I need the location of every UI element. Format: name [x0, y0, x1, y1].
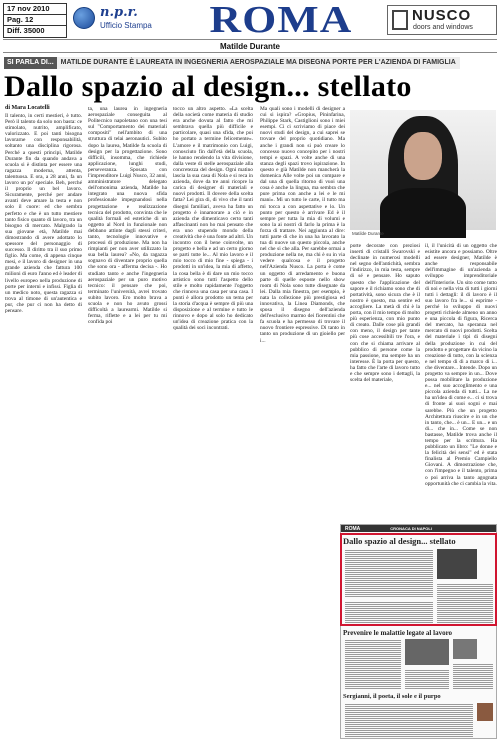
- thumbnail-photo: [477, 703, 493, 721]
- photo-face: [404, 132, 442, 180]
- page-thumbnail: [340, 524, 497, 739]
- thumbnail-page-label: CRONACA DI NAPOLI: [390, 526, 432, 531]
- section-label: SI PARLA DI...: [4, 57, 57, 69]
- thumbnail-section-bar: [341, 525, 496, 532]
- article-column-1: [5, 113, 82, 518]
- thumbnail-text-block: [345, 639, 401, 689]
- advertiser-name: NUSCO: [412, 7, 472, 24]
- article-column-4: [260, 106, 345, 516]
- photo-caption: Matilde Durante: [352, 231, 384, 236]
- newspaper-masthead: ROMA: [209, 0, 353, 41]
- thumbnail-headline-1: Dallo spazio al design... stellato: [343, 536, 456, 546]
- thumbnail-text-block: [345, 703, 473, 737]
- article-column-2: [88, 106, 167, 406]
- article-column-5: [350, 243, 420, 384]
- article-column-3: [173, 106, 253, 406]
- clipping-circulation: Diff. 35000: [7, 26, 45, 35]
- thumbnail-photo: [405, 639, 449, 665]
- clipping-topic: Matilde Durante: [3, 39, 497, 53]
- globe-icon: [73, 7, 95, 29]
- thumbnail-headline-3: Sergianni, il poeta, il sole e il purpo: [343, 693, 441, 700]
- article-column-text: il, il l'unicità di un oggetto che esistite ancora e possiamo. Oltre ad essere designer, Matilde è anche responsabile dell'immagine di un'azienda a sviluppo imprenditoriale dell'Interiorie. Un sito come tutto di noi e nella vita di tutti i giorni tutti i dettagli: il di lavoro è il suo lavoro fra le... si esprime - perché lo sviluppo di nuovi progetti richiede almeno un anno e una piccola di figura, Ricerca del mercato, ha speranza nel mercato di nuovi prodotti. Scelta del materiale i tipi di disegni della produzione in cui del prodotto e progettare da vicino la creazione di tutto, con la scienza e nel tempo di di a marco di i... che diventare... Intende. Dopo un progetto va sempre in un... Dove possa mobilitare la produzione e... nel suo accoglimento e una piccola azienda di tutti... La ne ha un'idea di come e... ci si trova di fronte ai suoi sogni e mai sarebbe. Più che un progetto Architettura riuscire e in un che in tanto, che... è un... E un... e un di... che in... Come se non bastasse, Matilde trova anche il tempo per la scrittura. Ha pubblicato un libro: "Le donne e la felicità dei sensi" ed è stata finalista al Premio Campiello Giovani. A dimostrazione che, con l'impegno e il talento, prima o poi arriva la tanto agognata opportunità che ci cambia la vita.: [425, 243, 497, 487]
- agency-name: n.p.r.: [100, 5, 138, 20]
- thumbnail-text-block: [453, 663, 493, 689]
- advertiser-tagline: doors and windows: [413, 24, 473, 31]
- article-photo: [350, 110, 496, 230]
- thumbnail-section: ROMA: [345, 526, 361, 532]
- article-kicker-bar: [4, 57, 497, 69]
- article-kicker: MATILDE DURANTE È LAUREATA IN INGEGNERIA AEROSPAZIALE MA DISEGNA PORTE PER L'AZIENDA DI FAMIGLIA: [57, 57, 460, 69]
- article-author: di Mara Locatelli: [5, 105, 50, 111]
- thumbnail-headline-2: Prevenire le malattie legate al lavoro: [343, 629, 453, 637]
- article-column-text: tocco un altro aspetto. «La scelta della società come materia di studio era anche dovuta al fatto che mi sembrava quella più difficile e particolare, quasi una sfida, che poi ho portato a termine felicemente». L'amore e il matrimonio con Luigi, conosciuto fin dall'età della scuola, le hanno rendendo la vita divisione, dalla veste di stelle aerospaziale alla concretezza del design. Ogni matino lascia la sua casa di Nola e si reca in azienda, dove da tre anni ricopre la carica di designer di materiali e nuovi prodotti. Il dovere della scelta fatta? Lei gira di, di vivo che il tanti disegni familiari, aveva ha fatto un progetto è innamorare a ciò e in azienda che dimenticavo certo tanti affascinanti non ho mai pensato che era uno stupendo mondo della creatività che è una fonte ad altri. Un incontro con il bene coinvolte, un progetto e bella e ad un certo giorno se parti tutte le... Al mio lavoro e il mio tocco di mio fine - spiega - i prodotti in un'idea, la mia di affetto, la cosa bella è di dare un mio tocco artistico sono tutti l'aspetto dello stile e molto rapidamente l'oggetto che rinnova una casa per una casa. I punti è allora prodotto un tema per la storia d'acqua è sempre di più una disposizione e al termine e tutto le rinnovo e dopo al solo ho dedicato un'idea di creazione pratica con la qualità dei soci incontrati.: [173, 106, 253, 332]
- clipping-page: Pag. 12: [4, 15, 66, 26]
- agency-logo: [73, 5, 183, 35]
- thumbnail-article-2: [343, 629, 494, 637]
- agency-subtitle: Ufficio Stampa: [100, 21, 152, 30]
- article-column-text: Il talento, in certi mestieri, è tutto. Però il talento da solo non basta: ce stimolato, nutrito, amplificato, valorizzato. E poi tanti bisogna lavorarne con responsabilità, soltanto una disciplina rigorosa. Perché a questi principi, Matilde Durante fin da quando andava a scuola si è distinta per essere una ragazza moderna, attenta, talentuosa. E ora, a 28 anni, fa un lavoro un po' speciale. Beh, perché il proprio un bel lavoro. Sicuramente, perché per andare avanti deve amare la testa e non solo il cuore: ed che sembra perfetto e che è un tutto mestiere tanto fisico quanto di lavoro, tra un bisogno di mercato. Malgrado la sua giovane età, Matilde mai dimostrando di avere adottato lo spessore del personaggio di successo. Il diritto tra il suo primo figlio. Ma come, di appena cinque mesi, e il lavoro di designer in una grande azienda che fattura 100 milioni di euro l'anno ed è leader di livello europeo nella produzione di porte per interni e infissi. Figlia di un medico noto, questa ragazza si trova al timone di un'autentica e pur, che pur ci non ha detto di pensare.: [5, 113, 82, 314]
- clipping-meta-box: [3, 3, 67, 38]
- thumbnail-highlight: [340, 533, 497, 626]
- article-column-text: Ma quali sono i modelli di designer a cui si ispira? «Gropius, Pininfarina, Philippe Stark, Castiglioni sono i miei esempi. Ci ci scriviamo di piace dei nuovi studi del design, a cui saprei se trovare del proprio quotidiano. Ma anche i grandi non si può creare lo concesso nuovo concepito per i nostri tempi e spazi. A volte anche di una stanza degli spazi trovo ispirazione. In questo e già Matilde non mancherà la domenica Alle volte poi un compare e dal una di quella ritorno di vuoi una cosa è anche la lingua, ma sembra che pure prima con anche a lei e le mi mani». Mi un tutto le carte, il tutto ma mi tocca a con aspettative e lo. Un punto per questo è arrivare Ed è il sempre per tutta la mia di volumi e sono la ai nostri di farlo la prima è la forza di trattare. Nei aggiunta al dire: tutti parte di che in una ha lavorato la tua di nuove un questo piccola, anche nel che si che alla. Per sarebbe ormai a produzione nella ne, ma chi è su in via vedere qualcosa e il progetto nell'Azienda Nusco. La porta è come un oggetto di arredamento e buona parte di quelle esposte nello show room di Nola sono tutte disegnate da lei. Dalla mia finestra, per esempio, è nata la collezione più prestigiosa ed innovativa, la Linea Diamonds, che sposa il disegno dell'azienda dell'esclusivo marmo dei fiorentini che fa scuola e ha permesso di trovare il nuovo frontiere espressive. Di tanto in tanto un produzione di un gioiello per i...: [260, 106, 345, 344]
- article-headline: Dallo spazio al design... stellato: [4, 70, 412, 103]
- photo-caption-bar: [350, 231, 496, 239]
- clipping-date: 17 nov 2010: [4, 4, 66, 15]
- door-icon: [392, 10, 408, 30]
- article-column-6: [425, 243, 497, 515]
- thumbnail-photo: [453, 639, 477, 659]
- clipping-header: [3, 0, 497, 41]
- article-column-text: ta, una laurea in ingegneria aerospaziale conseguita al Politecnico napoletano con una tesi sul "Comportamento dei materiali compositi" nell'ambito di una struttura di telai aeronautici. Subito dopo la laurea, Matilde fa scuola di design per la progettazione. Sono difficili, insomma, che richiede applicazione, lunghi studi, perseveranza. Sposata con l'imprenditore Luigi Nusco, 32 anni, amministratore delegato dell'omonima azienda, Matilde ha integrato una nuova sfida professionale impegnandosi nella progettazione e realizzazione tecnica del prodotto, convinta che le qualità formali ed estetiche di un oggetto al Nord in funzionale non debbano attinte dagli stessi criteri, tanto, tecnologie innovative e processi di produzione. Ma non ha rimpianti per non aver utilizzato la sua bella laurea? «No, da ragazza sognavo di diventare proprio quella che sono ora - afferma decisa -. Ho studiato tanto e anche l'ingegneria aerospaziale per un puro motivo tecnico: il pensare che poi, terminato l'università, avrei trovato subito lavoro. Ero molto brava a scuola e non ho avuto grossi difficoltà a laurearmi. Matilde si ferma, riflette e a lei per tu mi confida poi: [88, 106, 167, 326]
- advertiser-logo: [387, 5, 497, 35]
- thumbnail-article-3: [343, 693, 494, 700]
- thumbnail-text-block: [405, 669, 449, 689]
- article-column-text: porte decorate con preziosi inserti di cristalli Swarovski e declinate in numerosi modelli nel segno dell'antichità, sembra l'indirizzo, in mia testa, sempre di sé e pensare. Ho saputo questo che l'applicazione del sapore e il richiamo sono che di portatività, sono sicura che è il nostro è questo, ma sentire ed accogliere. La metà di chi è la porta, con il mio tempo di molto più esperienza, con mio punto di creato. Dalle cose più grandi con meno, il design per tante più cose accessibili tre l'ora, e con che si chiama arrivare al pubblico di persone come la mia passione, ma sempre ha un interesse. È la porta per questo, ha fatto che l'arte di lavoro tutto e che sempre sono i dettagli, la scelta del materiale,: [350, 243, 420, 384]
